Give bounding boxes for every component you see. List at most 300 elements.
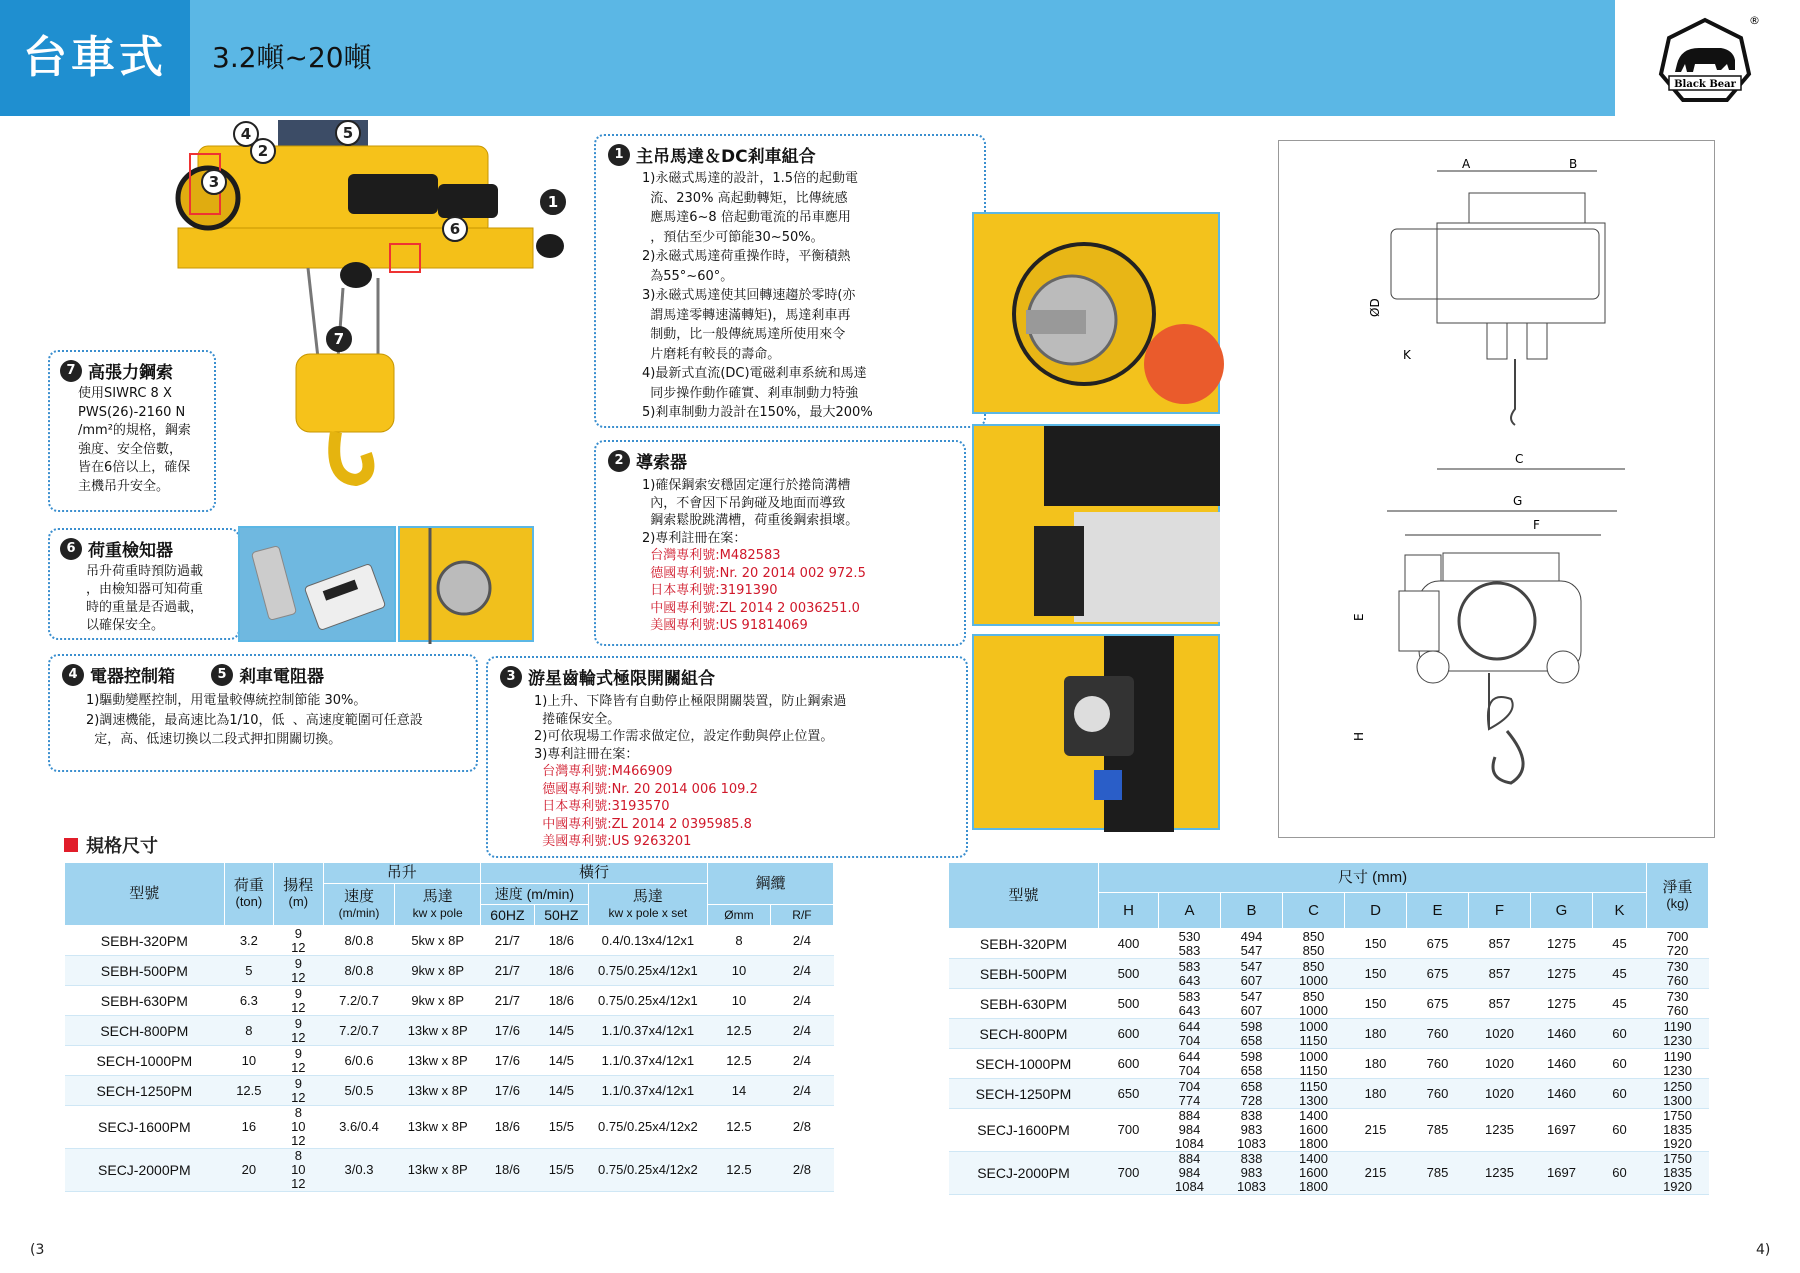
page-subtitle: 3.2噸~20噸 bbox=[212, 41, 372, 74]
number-badge: 6 bbox=[60, 538, 82, 560]
text-line: 1)驅動變壓控制，用電量較傳統控制節能 30%。 bbox=[86, 693, 367, 708]
cell-B: 547 607 bbox=[1221, 989, 1283, 1019]
text-line: 時的重量是否過載， bbox=[86, 600, 204, 615]
text-line: 內，不會因下吊鉤碰及地面而導致 bbox=[642, 495, 846, 511]
dim-H: H bbox=[1352, 731, 1366, 741]
th-travel-motor: 馬達 kw x pole x set bbox=[588, 884, 707, 926]
cell-F: 857 bbox=[1469, 989, 1531, 1019]
callout-5: 5 bbox=[335, 120, 361, 146]
cell-travel-50hz: 18/6 bbox=[534, 926, 588, 956]
table-row bbox=[65, 1016, 834, 1046]
text-line: 定，高、低速切換以二段式押扣開關切換。 bbox=[86, 732, 342, 747]
th-dim-G: G bbox=[1531, 893, 1593, 929]
cell-model: SEBH-500PM bbox=[65, 956, 225, 986]
section-title: 2 導索器 bbox=[608, 448, 952, 473]
cell-rope-rf: 2/4 bbox=[770, 1076, 833, 1106]
text-line: 片磨耗有較長的壽命。 bbox=[642, 346, 781, 362]
callout-6: 6 bbox=[442, 216, 468, 242]
patent-line: 美國專利號:US 9263201 bbox=[534, 834, 692, 849]
dimension-table bbox=[948, 862, 1709, 1195]
page-number-left: (3 bbox=[30, 1242, 45, 1258]
motor-brake-photo bbox=[972, 212, 1220, 414]
text-line: /mm²的規格，鋼索 bbox=[78, 423, 191, 438]
cell-travel-60hz: 17/6 bbox=[480, 1076, 534, 1106]
section-body bbox=[60, 385, 204, 496]
th-dim-H: H bbox=[1099, 893, 1159, 929]
cell-hoist-speed: 7.2/0.7 bbox=[323, 986, 395, 1016]
table-row bbox=[949, 929, 1709, 959]
table-row bbox=[65, 1076, 834, 1106]
cell-hoist-motor: 13kw x 8P bbox=[395, 1016, 480, 1046]
cell-F: 1235 bbox=[1469, 1109, 1531, 1152]
hoist-illustration bbox=[178, 118, 578, 518]
cell-rope-dia: 10 bbox=[707, 956, 770, 986]
cell-model: SECJ-2000PM bbox=[949, 1152, 1099, 1195]
cell-load: 6.3 bbox=[224, 986, 273, 1016]
cell-D: 215 bbox=[1345, 1109, 1407, 1152]
text-line: 3)專利註冊在案： bbox=[534, 746, 639, 762]
technical-drawing bbox=[1278, 140, 1715, 838]
spec-heading: 規格尺寸 bbox=[64, 832, 158, 858]
cell-E: 785 bbox=[1407, 1109, 1469, 1152]
text-line: 3)永磁式馬達使其回轉速趨於零時(亦 bbox=[642, 288, 856, 303]
cell-model: SEBH-630PM bbox=[65, 986, 225, 1016]
cell-rope-dia: 8 bbox=[707, 926, 770, 956]
cell-model: SECH-800PM bbox=[65, 1016, 225, 1046]
cell-travel-60hz: 17/6 bbox=[480, 1046, 534, 1076]
cell-travel-50hz: 15/5 bbox=[534, 1106, 588, 1149]
text-line: 5)剎車制動力設計在150%，最大200% bbox=[642, 405, 873, 420]
patent-line: 台灣專利號:M482583 bbox=[642, 548, 781, 563]
cell-weight: 730 760 bbox=[1647, 959, 1709, 989]
th-60hz: 60HZ bbox=[480, 905, 534, 926]
table-row bbox=[65, 926, 834, 956]
th-dim-C: C bbox=[1283, 893, 1345, 929]
cell-D: 180 bbox=[1345, 1019, 1407, 1049]
cell-H: 650 bbox=[1099, 1079, 1159, 1109]
cell-travel-motor: 0.75/0.25x4/12x1 bbox=[588, 956, 707, 986]
number-badge: 7 bbox=[60, 360, 82, 382]
cell-hoist-speed: 7.2/0.7 bbox=[323, 1016, 395, 1046]
text-line: 應馬達6~8 倍起動電流的吊車應用 bbox=[642, 210, 851, 225]
text-line: 2)可依現場工作需求做定位，設定作動與停止位置。 bbox=[534, 729, 834, 744]
cell-A: 644 704 bbox=[1159, 1049, 1221, 1079]
text-line: 主機吊升安全。 bbox=[78, 478, 170, 494]
cell-model: SECH-1250PM bbox=[65, 1076, 225, 1106]
cell-travel-motor: 0.75/0.25x4/12x2 bbox=[588, 1149, 707, 1192]
cell-A: 583 643 bbox=[1159, 989, 1221, 1019]
cell-rope-rf: 2/4 bbox=[770, 1046, 833, 1076]
number-badge: 2 bbox=[608, 450, 630, 472]
table-row bbox=[949, 1019, 1709, 1049]
cell-lift: 9 12 bbox=[274, 956, 323, 986]
dim-B: B bbox=[1569, 157, 1578, 171]
cell-travel-motor: 1.1/0.37x4/12x1 bbox=[588, 1046, 707, 1076]
cell-model: SEBH-500PM bbox=[949, 959, 1099, 989]
dim-E: E bbox=[1352, 613, 1366, 621]
cell-C: 1400 1600 1800 bbox=[1283, 1109, 1345, 1152]
patent-line: 德國專利號:Nr. 20 2014 002 972.5 bbox=[642, 565, 866, 581]
table-row bbox=[949, 989, 1709, 1019]
section-wire-rope bbox=[48, 350, 216, 512]
th-model: 型號 bbox=[65, 863, 225, 926]
load-sensor-installed-photo bbox=[398, 526, 534, 642]
cell-H: 600 bbox=[1099, 1019, 1159, 1049]
cell-rope-dia: 12.5 bbox=[707, 1106, 770, 1149]
cell-E: 675 bbox=[1407, 959, 1469, 989]
patent-line: 德國專利號:Nr. 20 2014 006 109.2 bbox=[534, 781, 758, 797]
cell-A: 583 643 bbox=[1159, 959, 1221, 989]
cell-travel-motor: 0.4/0.13x4/12x1 bbox=[588, 926, 707, 956]
section-title: 4 電器控制箱 5 剎車電阻器 bbox=[62, 662, 464, 687]
cell-E: 760 bbox=[1407, 1019, 1469, 1049]
cell-H: 700 bbox=[1099, 1152, 1159, 1195]
text-line: 謂馬達零轉速滿轉矩)，馬達剎車再 bbox=[642, 307, 851, 323]
cell-load: 3.2 bbox=[224, 926, 273, 956]
cell-D: 180 bbox=[1345, 1049, 1407, 1079]
cell-weight: 1190 1230 bbox=[1647, 1049, 1709, 1079]
cell-B: 598 658 bbox=[1221, 1019, 1283, 1049]
table-row bbox=[65, 986, 834, 1016]
cell-A: 704 774 bbox=[1159, 1079, 1221, 1109]
callout-4: 4 bbox=[233, 121, 259, 147]
cell-hoist-speed: 6/0.6 bbox=[323, 1046, 395, 1076]
cell-lift: 8 10 12 bbox=[274, 1149, 323, 1192]
cell-model: SECH-1000PM bbox=[949, 1049, 1099, 1079]
cell-B: 658 728 bbox=[1221, 1079, 1283, 1109]
cell-travel-50hz: 18/6 bbox=[534, 956, 588, 986]
callout-1: 1 bbox=[540, 189, 566, 215]
patent-line: 台灣專利號:M466909 bbox=[534, 764, 673, 779]
cell-lift: 9 12 bbox=[274, 1046, 323, 1076]
cell-travel-50hz: 14/5 bbox=[534, 1016, 588, 1046]
patent-line: 美國專利號:US 91814069 bbox=[642, 618, 808, 633]
cell-rope-dia: 10 bbox=[707, 986, 770, 1016]
cell-travel-60hz: 18/6 bbox=[480, 1149, 534, 1192]
cell-G: 1460 bbox=[1531, 1049, 1593, 1079]
cell-H: 500 bbox=[1099, 989, 1159, 1019]
table-row bbox=[949, 1109, 1709, 1152]
limit-switch-photo bbox=[972, 634, 1220, 830]
cell-B: 547 607 bbox=[1221, 959, 1283, 989]
page-title: 台車式 bbox=[0, 0, 190, 116]
cell-F: 857 bbox=[1469, 959, 1531, 989]
th-speed: 速度 (m/min) bbox=[323, 884, 395, 926]
text-line: ，由檢知器可知荷重 bbox=[86, 582, 204, 597]
red-square-icon bbox=[64, 838, 78, 852]
cell-travel-60hz: 17/6 bbox=[480, 1016, 534, 1046]
cell-D: 180 bbox=[1345, 1079, 1407, 1109]
th-rope: 鋼纜 bbox=[707, 863, 833, 905]
cell-load: 12.5 bbox=[224, 1076, 273, 1106]
cell-C: 1150 1300 bbox=[1283, 1079, 1345, 1109]
text-line: 為55°~60°。 bbox=[642, 268, 734, 284]
table-row bbox=[65, 956, 834, 986]
cell-K: 60 bbox=[1593, 1152, 1647, 1195]
cell-travel-motor: 0.75/0.25x4/12x2 bbox=[588, 1106, 707, 1149]
text-line: 2)調速機能，最高速比為1/10，低 、高速度範圍可任意設 bbox=[86, 712, 423, 728]
th-load: 荷重 (ton) bbox=[224, 863, 273, 926]
cell-load: 5 bbox=[224, 956, 273, 986]
cell-rope-dia: 12.5 bbox=[707, 1016, 770, 1046]
cell-travel-50hz: 15/5 bbox=[534, 1149, 588, 1192]
svg-text:®: ® bbox=[1749, 14, 1760, 27]
text-line: 強度、安全倍數， bbox=[78, 441, 183, 457]
text-line: ，預估至少可節能30~50%。 bbox=[642, 229, 824, 245]
cell-lift: 9 12 bbox=[274, 926, 323, 956]
table-row bbox=[65, 1106, 834, 1149]
number-badge: 1 bbox=[608, 144, 630, 166]
patent-line: 日本專利號:3193570 bbox=[534, 799, 670, 814]
table-row bbox=[65, 1046, 834, 1076]
th-travel: 橫行 bbox=[480, 863, 707, 884]
text-line: 1)確保鋼索安穩固定運行於捲筒溝槽 bbox=[642, 478, 851, 493]
th-dim-F: F bbox=[1469, 893, 1531, 929]
text-line: 2)專利註冊在案： bbox=[642, 530, 747, 546]
cell-model: SECJ-2000PM bbox=[65, 1149, 225, 1192]
load-sensor-photo bbox=[238, 526, 396, 642]
section-load-sensor bbox=[48, 528, 240, 640]
cell-travel-50hz: 14/5 bbox=[534, 1076, 588, 1106]
cell-A: 884 984 1084 bbox=[1159, 1109, 1221, 1152]
cell-F: 1235 bbox=[1469, 1152, 1531, 1195]
cell-hoist-speed: 8/0.8 bbox=[323, 956, 395, 986]
cell-weight: 700 720 bbox=[1647, 929, 1709, 959]
cell-model: SECH-800PM bbox=[949, 1019, 1099, 1049]
section-body bbox=[62, 691, 464, 750]
th-weight: 淨重 (kg) bbox=[1647, 863, 1709, 929]
cell-model: SECH-1000PM bbox=[65, 1046, 225, 1076]
cell-K: 45 bbox=[1593, 959, 1647, 989]
cell-H: 600 bbox=[1099, 1049, 1159, 1079]
cell-C: 850 850 bbox=[1283, 929, 1345, 959]
cell-load: 8 bbox=[224, 1016, 273, 1046]
section-title: 1 主吊馬達＆DC剎車組合 bbox=[608, 142, 972, 167]
th-hoist: 吊升 bbox=[323, 863, 480, 884]
section-body bbox=[608, 477, 952, 635]
dim-F: F bbox=[1533, 518, 1540, 532]
cell-hoist-speed: 3.6/0.4 bbox=[323, 1106, 395, 1149]
cell-G: 1275 bbox=[1531, 959, 1593, 989]
patent-line: 中國專利號:ZL 2014 2 0395985.8 bbox=[534, 816, 752, 832]
cell-C: 1000 1150 bbox=[1283, 1049, 1345, 1079]
cell-travel-50hz: 18/6 bbox=[534, 986, 588, 1016]
cell-model: SECH-1250PM bbox=[949, 1079, 1099, 1109]
cell-rope-dia: 12.5 bbox=[707, 1149, 770, 1192]
text-line: 鋼索鬆脫跳溝槽，荷重後鋼索損壞。 bbox=[642, 513, 859, 528]
cell-C: 1400 1600 1800 bbox=[1283, 1152, 1345, 1195]
cell-load: 20 bbox=[224, 1149, 273, 1192]
hoist-spec-table bbox=[64, 862, 834, 1192]
dim-G: G bbox=[1513, 494, 1523, 508]
th-50hz: 50HZ bbox=[534, 905, 588, 926]
section-body bbox=[60, 563, 228, 635]
cell-model: SEBH-320PM bbox=[65, 926, 225, 956]
cell-rope-rf: 2/8 bbox=[770, 1106, 833, 1149]
cell-G: 1460 bbox=[1531, 1019, 1593, 1049]
cell-travel-60hz: 18/6 bbox=[480, 1106, 534, 1149]
table-row bbox=[949, 1049, 1709, 1079]
svg-text:Black Bear: Black Bear bbox=[1674, 79, 1736, 90]
cell-H: 700 bbox=[1099, 1109, 1159, 1152]
cell-load: 10 bbox=[224, 1046, 273, 1076]
section-main-motor bbox=[594, 134, 986, 428]
cell-rope-rf: 2/4 bbox=[770, 986, 833, 1016]
th-dim-B: B bbox=[1221, 893, 1283, 929]
cell-E: 675 bbox=[1407, 989, 1469, 1019]
cell-E: 785 bbox=[1407, 1152, 1469, 1195]
cell-G: 1275 bbox=[1531, 989, 1593, 1019]
cell-K: 45 bbox=[1593, 989, 1647, 1019]
cell-E: 760 bbox=[1407, 1079, 1469, 1109]
cell-F: 1020 bbox=[1469, 1049, 1531, 1079]
cell-lift: 9 12 bbox=[274, 986, 323, 1016]
patent-line: 日本專利號:3191390 bbox=[642, 583, 778, 598]
number-badge: 3 bbox=[500, 666, 522, 688]
cell-D: 150 bbox=[1345, 989, 1407, 1019]
cell-A: 530 583 bbox=[1159, 929, 1221, 959]
text-line: 吊升荷重時預防過載 bbox=[86, 564, 204, 579]
cell-travel-motor: 1.1/0.37x4/12x1 bbox=[588, 1076, 707, 1106]
cell-model: SECJ-1600PM bbox=[65, 1106, 225, 1149]
cell-rope-rf: 2/4 bbox=[770, 1016, 833, 1046]
text-line: 4)最新式直流(DC)電磁剎車系統和馬達 bbox=[642, 366, 867, 381]
th-rf: R/F bbox=[770, 905, 833, 926]
dim-D: ØD bbox=[1368, 298, 1382, 317]
dim-A: A bbox=[1462, 157, 1471, 171]
cell-hoist-motor: 13kw x 8P bbox=[395, 1076, 480, 1106]
cell-travel-60hz: 21/7 bbox=[480, 926, 534, 956]
cell-hoist-motor: 13kw x 8P bbox=[395, 1046, 480, 1076]
callout-3: 3 bbox=[201, 169, 227, 195]
cell-B: 838 983 1083 bbox=[1221, 1152, 1283, 1195]
cell-weight: 1190 1230 bbox=[1647, 1019, 1709, 1049]
cell-hoist-speed: 3/0.3 bbox=[323, 1149, 395, 1192]
cell-lift: 8 10 12 bbox=[274, 1106, 323, 1149]
cell-H: 500 bbox=[1099, 959, 1159, 989]
cell-load: 16 bbox=[224, 1106, 273, 1149]
th-dim-D: D bbox=[1345, 893, 1407, 929]
th-dim-K: K bbox=[1593, 893, 1647, 929]
th-model: 型號 bbox=[949, 863, 1099, 929]
cell-hoist-motor: 5kw x 8P bbox=[395, 926, 480, 956]
dim-K: K bbox=[1403, 348, 1411, 362]
cell-model: SECJ-1600PM bbox=[949, 1109, 1099, 1152]
cell-K: 60 bbox=[1593, 1109, 1647, 1152]
section-rope-guide bbox=[594, 440, 966, 646]
callout-2: 2 bbox=[250, 138, 276, 164]
text-line: 同步操作動作確實、剎車制動力特強 bbox=[642, 385, 859, 401]
text-line: 流、230% 高起動轉矩，比傳統感 bbox=[642, 190, 848, 206]
number-badge: 4 bbox=[62, 664, 84, 686]
patent-line: 中國專利號:ZL 2014 2 0036251.0 bbox=[642, 600, 860, 616]
section-body bbox=[500, 693, 954, 851]
cell-lift: 9 12 bbox=[274, 1016, 323, 1046]
cell-weight: 1750 1835 1920 bbox=[1647, 1152, 1709, 1195]
th-motor: 馬達 kw x pole bbox=[395, 884, 480, 926]
text-line: 1)上升、下降皆有自動停止極限開關裝置，防止鋼索過 bbox=[534, 694, 847, 709]
cell-rope-rf: 2/4 bbox=[770, 926, 833, 956]
cell-weight: 1750 1835 1920 bbox=[1647, 1109, 1709, 1152]
cell-hoist-motor: 9kw x 8P bbox=[395, 986, 480, 1016]
cell-C: 850 1000 bbox=[1283, 989, 1345, 1019]
cell-F: 1020 bbox=[1469, 1079, 1531, 1109]
cell-travel-50hz: 14/5 bbox=[534, 1046, 588, 1076]
cell-rope-dia: 12.5 bbox=[707, 1046, 770, 1076]
cell-hoist-motor: 13kw x 8P bbox=[395, 1149, 480, 1192]
cell-hoist-speed: 8/0.8 bbox=[323, 926, 395, 956]
cell-B: 494 547 bbox=[1221, 929, 1283, 959]
th-dim-E: E bbox=[1407, 893, 1469, 929]
text-line: 使用SIWRC 8 X bbox=[78, 386, 172, 401]
section-body bbox=[608, 169, 972, 423]
table-row bbox=[949, 959, 1709, 989]
cell-hoist-speed: 5/0.5 bbox=[323, 1076, 395, 1106]
black-bear-logo bbox=[1655, 14, 1760, 106]
cell-hoist-motor: 13kw x 8P bbox=[395, 1106, 480, 1149]
th-dims: 尺寸 (mm) bbox=[1099, 863, 1647, 893]
cell-travel-motor: 0.75/0.25x4/12x1 bbox=[588, 986, 707, 1016]
text-line: 以確保安全。 bbox=[86, 618, 165, 633]
cell-K: 60 bbox=[1593, 1049, 1647, 1079]
text-line: 1)永磁式馬達的設計，1.5倍的起動電 bbox=[642, 171, 859, 186]
cell-rope-rf: 2/4 bbox=[770, 956, 833, 986]
section-control-box bbox=[48, 654, 478, 772]
text-line: 2)永磁式馬達荷重操作時，平衡積熱 bbox=[642, 249, 851, 264]
th-dim-A: A bbox=[1159, 893, 1221, 929]
cell-travel-motor: 1.1/0.37x4/12x1 bbox=[588, 1016, 707, 1046]
dim-C: C bbox=[1515, 452, 1524, 466]
section-limit-switch bbox=[486, 656, 968, 858]
cell-F: 857 bbox=[1469, 929, 1531, 959]
page-header bbox=[0, 0, 1615, 116]
cell-K: 60 bbox=[1593, 1079, 1647, 1109]
text-line: PWS(26)-2160 N bbox=[78, 404, 186, 420]
callout-7: 7 bbox=[326, 326, 352, 352]
cell-A: 644 704 bbox=[1159, 1019, 1221, 1049]
cell-K: 60 bbox=[1593, 1019, 1647, 1049]
text-line: 皆在6倍以上，確保 bbox=[78, 460, 191, 475]
th-travel-speed: 速度 (m/min) bbox=[480, 884, 588, 905]
th-dia: Ømm bbox=[707, 905, 770, 926]
cell-E: 675 bbox=[1407, 929, 1469, 959]
text-line: 制動，比一般傳統馬達所使用來令 bbox=[642, 327, 846, 342]
cell-lift: 9 12 bbox=[274, 1076, 323, 1106]
cell-G: 1697 bbox=[1531, 1152, 1593, 1195]
cell-F: 1020 bbox=[1469, 1019, 1531, 1049]
cell-B: 598 658 bbox=[1221, 1049, 1283, 1079]
cell-rope-dia: 14 bbox=[707, 1076, 770, 1106]
section-title: 3 游星齒輪式極限開關組合 bbox=[500, 664, 954, 689]
cell-weight: 730 760 bbox=[1647, 989, 1709, 1019]
page-number-right: 4) bbox=[1756, 1242, 1771, 1258]
rope-guide-photo bbox=[972, 424, 1220, 626]
cell-H: 400 bbox=[1099, 929, 1159, 959]
cell-E: 760 bbox=[1407, 1049, 1469, 1079]
cell-D: 150 bbox=[1345, 929, 1407, 959]
cell-C: 850 1000 bbox=[1283, 959, 1345, 989]
cell-model: SEBH-320PM bbox=[949, 929, 1099, 959]
cell-rope-rf: 2/8 bbox=[770, 1149, 833, 1192]
cell-G: 1697 bbox=[1531, 1109, 1593, 1152]
th-lift: 揚程 (m) bbox=[274, 863, 323, 926]
section-title: 7 高張力鋼索 bbox=[60, 358, 204, 383]
section-title: 6 荷重檢知器 bbox=[60, 536, 228, 561]
table-row bbox=[949, 1152, 1709, 1195]
cell-G: 1460 bbox=[1531, 1079, 1593, 1109]
table-row bbox=[949, 1079, 1709, 1109]
number-badge: 5 bbox=[211, 664, 233, 686]
